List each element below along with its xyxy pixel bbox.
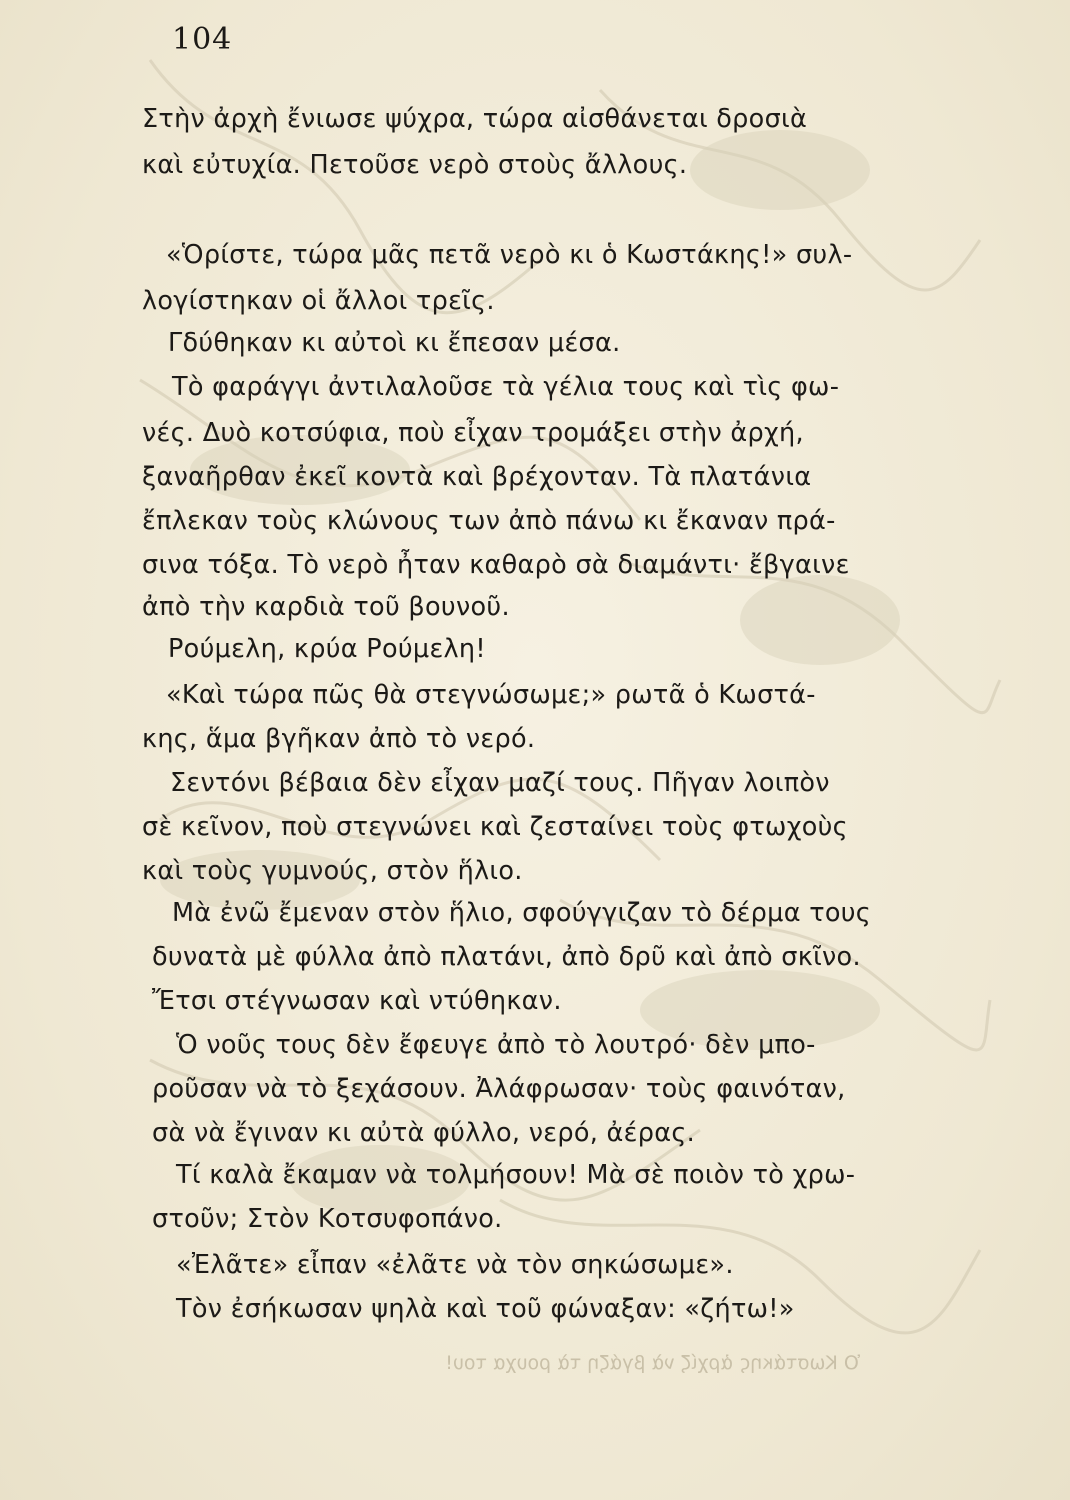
- text-line: καὶ τοὺς γυμνούς, στὸν ἥλιο.: [142, 856, 523, 886]
- text-line: «Ἐλᾶτε» εἶπαν «ἐλᾶτε νὰ τὸν σηκώσωμε».: [176, 1250, 734, 1280]
- text-line: Γδύθηκαν κι αὐτοὶ κι ἔπεσαν μέσα.: [168, 328, 621, 358]
- page-number: 104: [172, 22, 233, 57]
- show-through-caption: Ὁ Κωστάκης ἀρχίζ νὰ βγάζη τὰ ρουχα του!: [445, 1352, 860, 1374]
- text-line: «Καὶ τώρα πῶς θὰ στεγνώσωμε;» ρωτᾶ ὁ Κωστά-: [166, 680, 816, 710]
- text-line: ἀπὸ τὴν καρδιὰ τοῦ βουνοῦ.: [142, 592, 510, 622]
- text-line: Ὁ νοῦς τους δὲν ἔφευγε ἀπὸ τὸ λουτρό· δὲν μπο-: [176, 1030, 816, 1060]
- text-line: Σεντόνι βέβαια δὲν εἶχαν μαζί τους. Πῆγαν λοιπὸν: [170, 768, 830, 798]
- text-line: ροῦσαν νὰ τὸ ξεχάσουν. Ἀλάφρωσαν· τοὺς φαινόταν,: [152, 1074, 846, 1104]
- text-line: Ἔτσι στέγνωσαν καὶ ντύθηκαν.: [152, 986, 562, 1016]
- text-line: σὲ κεῖνον, ποὺ στεγνώνει καὶ ζεσταίνει τοὺς φτωχοὺς: [142, 812, 848, 842]
- text-line: στοῦν; Στὸν Κοτσυφοπάνο.: [152, 1204, 503, 1234]
- text-line: «Ὁρίστε, τώρα μᾶς πετᾶ νερὸ κι ὁ Κωστάκης!» συλ-: [166, 240, 853, 270]
- text-line: Τὸν ἐσήκωσαν ψηλὰ καὶ τοῦ φώναξαν: «ζήτω!»: [176, 1294, 795, 1324]
- text-line: σινα τόξα. Τὸ νερὸ ἦταν καθαρὸ σὰ διαμάντι· ἔβγαινε: [142, 550, 850, 580]
- text-line: καὶ εὐτυχία. Πετοῦσε νερὸ στοὺς ἄλλους.: [142, 150, 688, 180]
- text-line: Τὸ φαράγγι ἀντιλαλοῦσε τὰ γέλια τους καὶ τὶς φω-: [172, 372, 840, 402]
- text-line: Ρούμελη, κρύα Ρούμελη!: [168, 634, 486, 664]
- text-line: λογίστηκαν οἱ ἄλλοι τρεῖς.: [142, 286, 495, 316]
- text-line: Μὰ ἐνῶ ἔμεναν στὸν ἥλιο, σφούγγιζαν τὸ δέρμα τους: [172, 898, 872, 928]
- text-line: κης, ἅμα βγῆκαν ἀπὸ τὸ νερό.: [142, 724, 536, 754]
- text-line: Τί καλὰ ἔκαμαν νὰ τολμήσουν! Μὰ σὲ ποιὸν τὸ χρω-: [176, 1160, 856, 1190]
- text-line: ἔπλεκαν τοὺς κλώνους των ἀπὸ πάνω κι ἔκαναν πρά-: [142, 506, 836, 536]
- text-line: δυνατὰ μὲ φύλλα ἀπὸ πλατάνι, ἀπὸ δρῦ καὶ ἀπὸ σκῖνο.: [152, 942, 861, 972]
- text-line: Στὴν ἀρχὴ ἔνιωσε ψύχρα, τώρα αἰσθάνεται δροσιὰ: [142, 104, 808, 134]
- text-line: ξαναῆρθαν ἐκεῖ κοντὰ καὶ βρέχονταν. Τὰ πλατάνια: [142, 462, 812, 492]
- text-line: νές. Δυὸ κοτσύφια, ποὺ εἶχαν τρομάξει στὴν ἀρχή,: [142, 418, 804, 448]
- text-line: σὰ νὰ ἔγιναν κι αὐτὰ φύλλο, νερό, ἀέρας.: [152, 1118, 695, 1148]
